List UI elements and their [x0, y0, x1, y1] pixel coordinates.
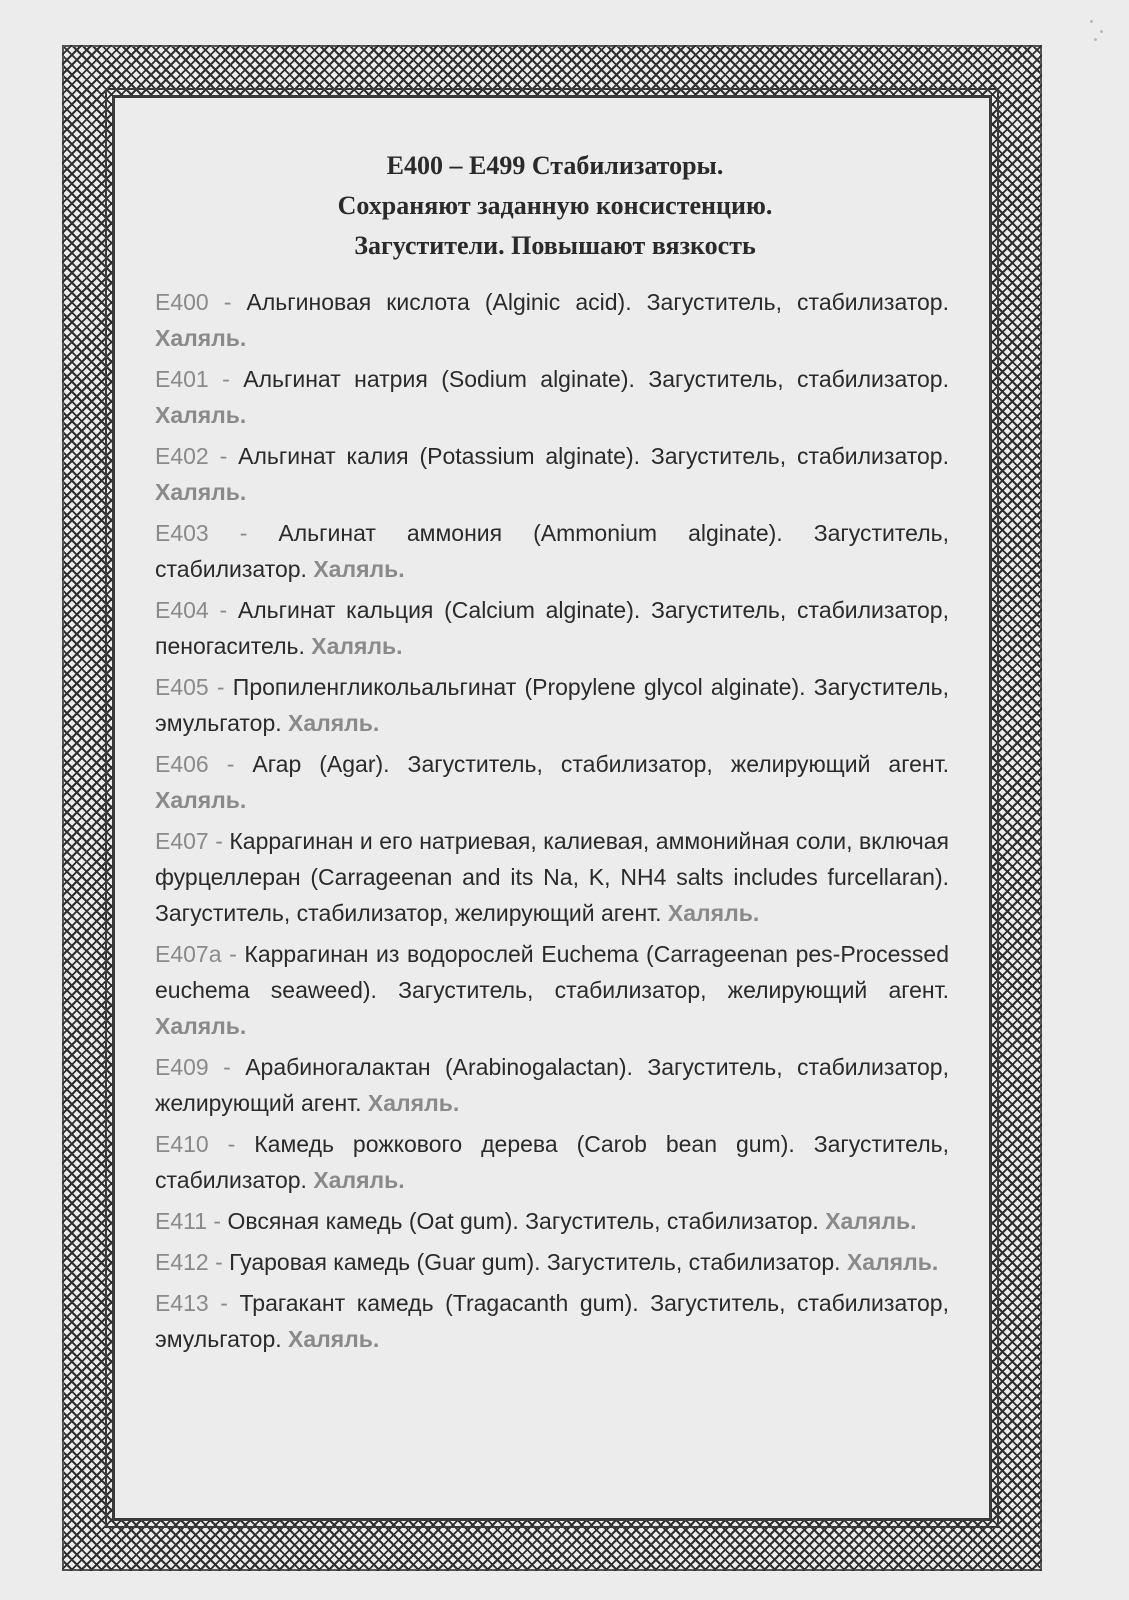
additive-description: Альгинат натрия (Sodium alginate). Загуститель, стабилизатор.	[243, 366, 949, 392]
halal-status: Халяль.	[155, 787, 247, 813]
additive-description: Пропиленгликольальгинат (Propylene glycol alginate). Загуститель, эмульгатор.	[155, 674, 949, 736]
halal-status: Халяль.	[155, 1013, 247, 1039]
additive-description: Камедь рожкового дерева (Carob bean gum). Загуститель, стабилизатор.	[155, 1131, 949, 1193]
code-separator: -	[208, 1249, 230, 1275]
additive-entry	[155, 361, 949, 433]
additive-description: Альгинат кальция (Calcium alginate). Загуститель, стабилизатор, пеногаситель.	[155, 597, 949, 659]
code-separator: -	[221, 941, 245, 967]
code-separator: -	[208, 1131, 255, 1157]
code-separator: -	[208, 520, 279, 546]
code-separator: -	[207, 1208, 228, 1234]
additive-code: Е401	[155, 366, 209, 392]
additive-entry	[155, 1126, 949, 1198]
additive-code: Е404	[155, 597, 209, 623]
additive-entry	[155, 1244, 949, 1280]
halal-status: Халяль.	[367, 1090, 460, 1116]
additive-code: Е400	[155, 289, 209, 315]
additive-code: Е412	[155, 1249, 209, 1275]
halal-status: Халяль.	[846, 1249, 939, 1275]
additive-code: Е413	[155, 1290, 209, 1316]
additive-description: Альгинат калия (Potassium alginate). Загуститель, стабилизатор.	[238, 443, 949, 469]
additive-code: Е406	[155, 751, 209, 777]
additive-list	[155, 284, 949, 1362]
scan-speck	[1090, 20, 1093, 23]
additive-code: Е403	[155, 520, 209, 546]
additive-entry	[155, 823, 949, 931]
additive-entry	[155, 1203, 949, 1239]
additive-entry	[155, 1049, 949, 1121]
additive-code: Е407а	[155, 941, 222, 967]
additive-description: Арабиногалактан (Arabinogalactan). Загуститель, стабилизатор, желирующий агент.	[155, 1054, 949, 1116]
additive-code: Е407	[155, 828, 209, 854]
additive-code: Е409	[155, 1054, 209, 1080]
code-separator: -	[208, 674, 233, 700]
additive-entry	[155, 936, 949, 1044]
additive-description: Альгиновая кислота (Alginic acid). Загуститель, стабилизатор.	[246, 289, 949, 315]
code-separator: -	[208, 1054, 246, 1080]
additive-entry	[155, 1285, 949, 1357]
additive-entry	[155, 669, 949, 741]
halal-status: Халяль.	[155, 325, 247, 351]
title-line-3: Загустители. Повышают вязкость	[354, 231, 756, 260]
code-separator: -	[208, 828, 230, 854]
additive-entry	[155, 438, 949, 510]
code-separator: -	[208, 1290, 240, 1316]
additive-code: Е402	[155, 443, 209, 469]
title-line-1: Е400 – Е499 Стабилизаторы.	[386, 151, 724, 180]
additive-entry	[155, 515, 949, 587]
halal-status: Халяль.	[155, 479, 247, 505]
code-separator: -	[208, 366, 244, 392]
halal-status: Халяль.	[667, 900, 760, 926]
page-title	[155, 146, 955, 266]
code-separator: -	[208, 597, 238, 623]
additive-description: Агар (Agar). Загуститель, стабилизатор, желирующий агент.	[252, 751, 949, 777]
code-separator: -	[208, 289, 247, 315]
halal-status: Халяль.	[288, 710, 380, 736]
code-separator: -	[208, 751, 253, 777]
additive-code: Е405	[155, 674, 209, 700]
code-separator: -	[208, 443, 239, 469]
title-line-2: Сохраняют заданную консистенцию.	[337, 191, 773, 220]
additive-description: Каррагинан и его натриевая, калиевая, аммонийная соли, включая фурцеллеран (Carrageenan and its Na, K, NH4 salts includes furcellaran). Загуститель, стабилизатор, желирующий агент.	[155, 828, 949, 926]
halal-status: Халяль.	[288, 1326, 380, 1352]
additive-entry	[155, 284, 949, 356]
additive-description: Трагакант камедь (Tragacanth gum). Загуститель, стабилизатор, эмульгатор.	[155, 1290, 949, 1352]
halal-status: Халяль.	[825, 1208, 917, 1234]
additive-description: Овсяная камедь (Oat gum). Загуститель, стабилизатор.	[227, 1208, 826, 1234]
scan-speck	[1100, 30, 1103, 33]
additive-description: Альгинат аммония (Ammonium alginate). Загуститель, стабилизатор.	[155, 520, 949, 582]
additive-description: Каррагинан из водорослей Euchema (Carrageenan pes-Processed euchema seaweed). Загуститель, стабилизатор, желирующий агент.	[155, 941, 949, 1003]
additive-entry	[155, 592, 949, 664]
additive-code: Е411	[155, 1208, 208, 1234]
additive-code: Е410	[155, 1131, 209, 1157]
halal-status: Халяль.	[311, 633, 403, 659]
halal-status: Халяль.	[313, 1167, 405, 1193]
additive-entry	[155, 746, 949, 818]
halal-status: Халяль.	[313, 556, 405, 582]
scan-speck	[1094, 38, 1097, 41]
halal-status: Халяль.	[155, 402, 247, 428]
additive-description: Гуаровая камедь (Guar gum). Загуститель, стабилизатор.	[229, 1249, 847, 1275]
